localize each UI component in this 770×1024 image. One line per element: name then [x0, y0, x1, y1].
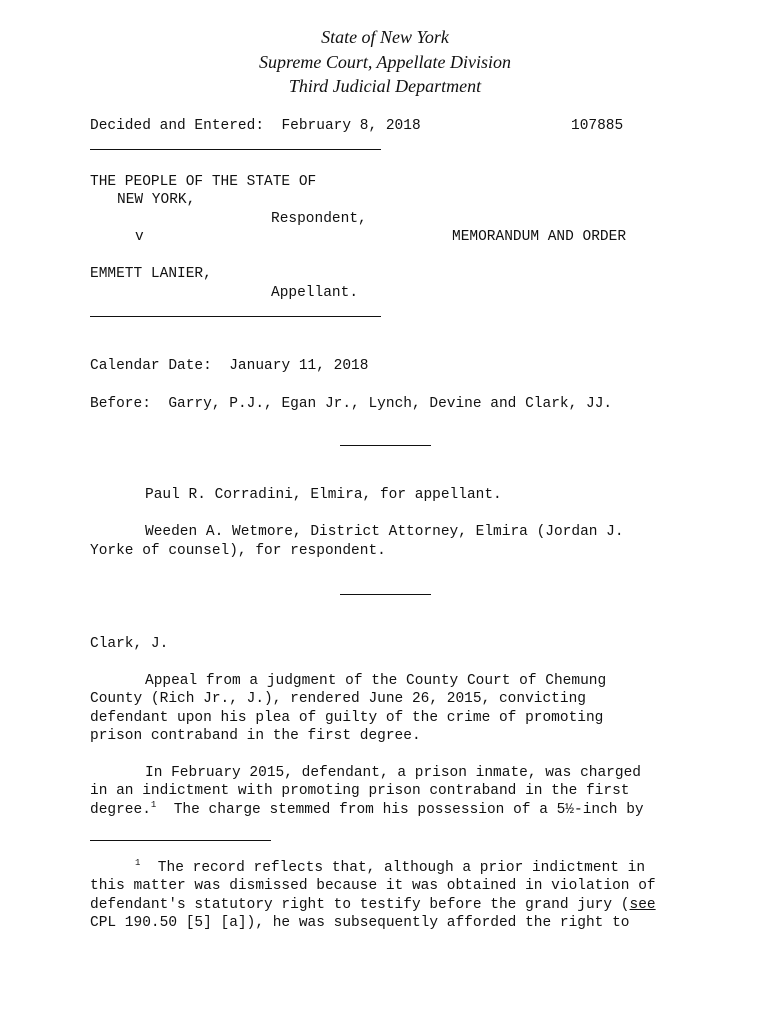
footnote-line1-text: The record reflects that, although a prior indictment in	[140, 860, 646, 876]
before-judges: Garry, P.J., Egan Jr., Lynch, Devine and Clark, JJ.	[168, 396, 613, 412]
calendar-date: January 11, 2018	[229, 358, 369, 374]
body-p2-line3	[90, 801, 644, 819]
counsel-respondent-line2: Yorke of counsel), for respondent.	[90, 543, 386, 559]
party2-role: Appellant.	[271, 285, 359, 301]
court-name: Supreme Court, Appellate Division	[259, 51, 511, 72]
body-p1-line2: County (Rich Jr., J.), rendered June 26, 2015, convicting	[90, 691, 586, 707]
footnote-rule	[90, 840, 271, 841]
counsel-respondent-line1: Weeden A. Wetmore, District Attorney, Elmira (Jordan J.	[145, 524, 624, 540]
body-p2-line1: In February 2015, defendant, a prison inmate, was charged	[145, 765, 641, 781]
court-state: State of New York	[321, 27, 449, 47]
footnote-line4: CPL 190.50 [5] [a]), he was subsequently afforded the right to	[90, 915, 630, 931]
party1-role: Respondent,	[271, 211, 367, 227]
body-p1-line3: defendant upon his plea of guilty of the crime of promoting	[90, 710, 604, 726]
opinion-author: Clark, J.	[90, 636, 169, 652]
footnote-line2: this matter was dismissed because it was obtained in violation of	[90, 878, 656, 894]
footnote-reference-1[interactable]: 1	[150, 800, 157, 811]
body-p2-line3-end: The charge stemmed from his possession of a 5½-inch by	[156, 802, 644, 818]
calendar-label: Calendar Date:	[90, 358, 212, 374]
document-type: MEMORANDUM AND ORDER	[452, 229, 627, 245]
versus: v	[135, 229, 144, 245]
separator-rule-2	[340, 594, 431, 595]
party1-line2: NEW YORK,	[117, 192, 196, 208]
decided-entered-line	[90, 117, 421, 135]
caption-bottom-rule	[90, 316, 381, 317]
court-department: Third Judicial Department	[288, 76, 482, 96]
court-header	[0, 25, 770, 99]
docket-number: 107885	[571, 118, 624, 134]
footnote-see-signal: see	[629, 897, 656, 913]
party1-line1: THE PEOPLE OF THE STATE OF	[90, 174, 317, 190]
footnote-line3	[90, 896, 656, 914]
body-p1-line1: Appeal from a judgment of the County Court of Chemung	[145, 673, 607, 689]
caption-top-rule	[90, 149, 381, 150]
footnote-line1	[135, 859, 645, 877]
decided-label: Decided and Entered:	[90, 118, 265, 134]
footnote-line3-text: defendant's statutory right to testify before the grand jury (	[90, 897, 630, 913]
body-p1-line4: prison contraband in the first degree.	[90, 728, 421, 744]
counsel-appellant: Paul R. Corradini, Elmira, for appellant.	[145, 487, 502, 503]
decided-date: February 8, 2018	[281, 118, 421, 134]
before-line	[90, 395, 612, 413]
before-label: Before:	[90, 396, 151, 412]
calendar-date-line	[90, 357, 368, 375]
party2: EMMETT LANIER,	[90, 266, 212, 282]
body-p2-line3-start: degree.	[90, 802, 151, 818]
separator-rule-1	[340, 445, 431, 446]
body-p2-line2: in an indictment with promoting prison contraband in the first	[90, 783, 630, 799]
footnote-mark: 1	[135, 858, 141, 869]
